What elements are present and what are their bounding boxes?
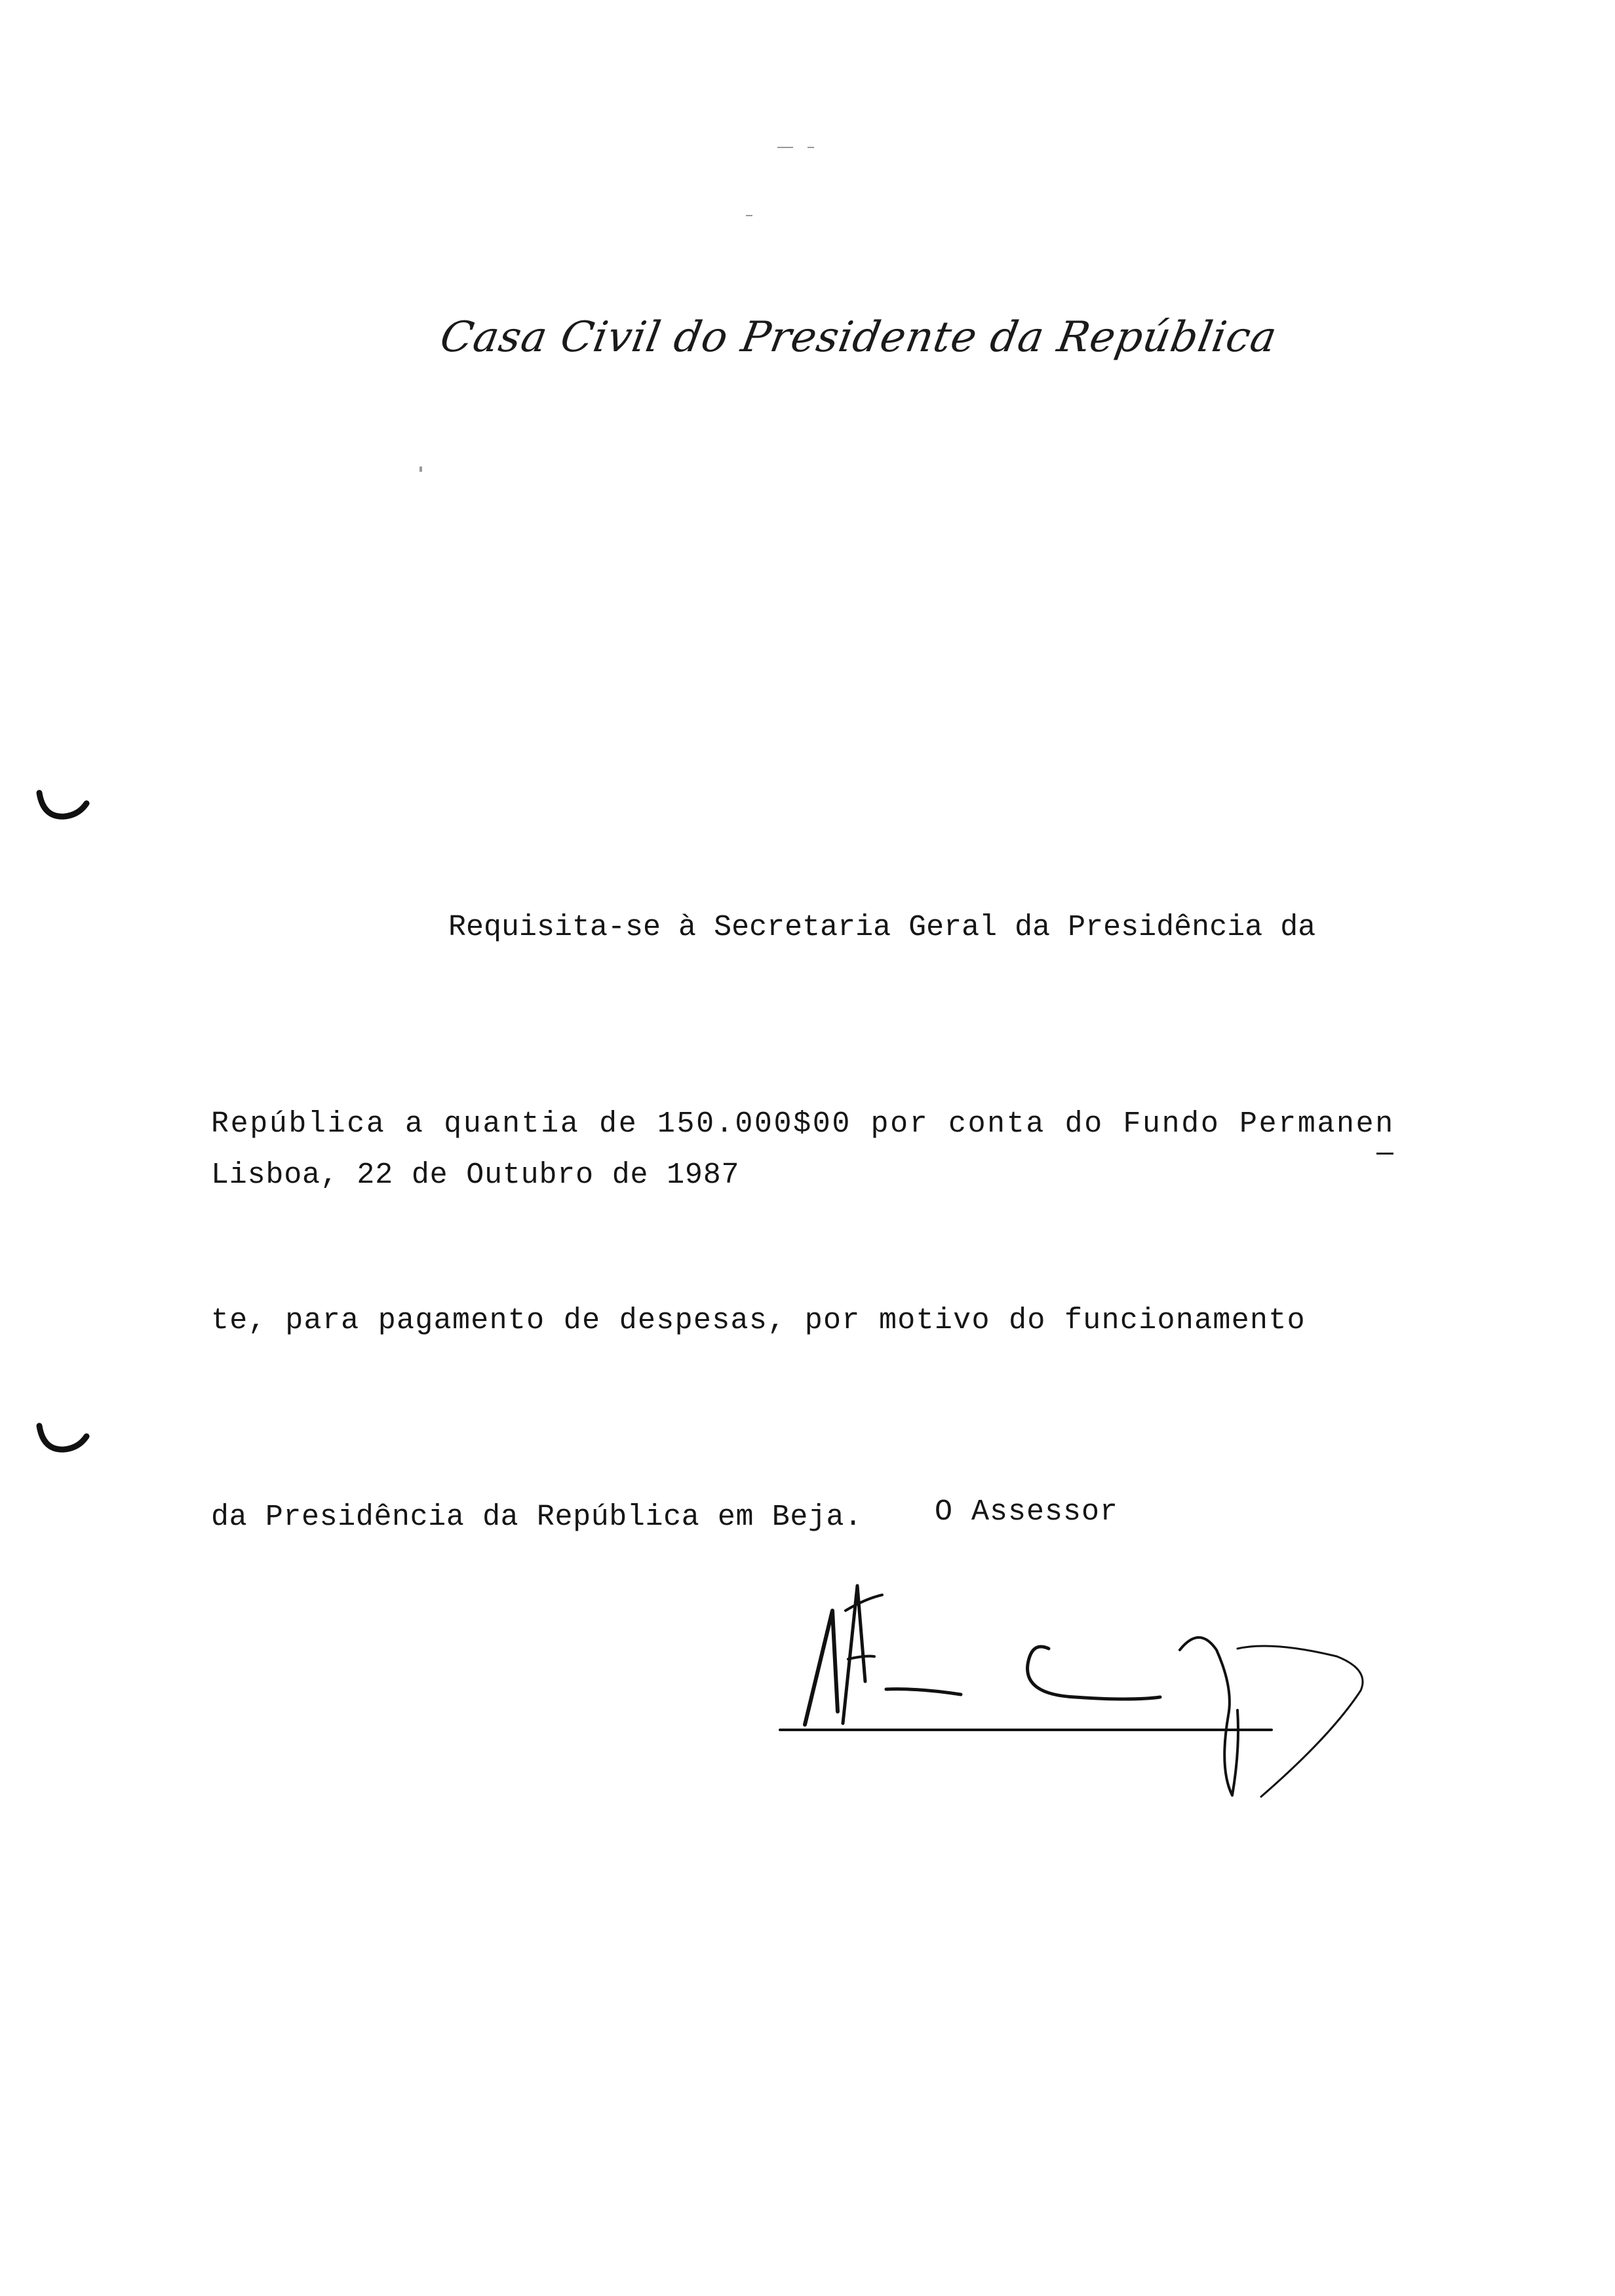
- requisition-body: [211, 764, 1417, 1681]
- paper-speck: [808, 147, 814, 148]
- place-and-date: Lisboa, 22 de Outubro de 1987: [211, 1158, 740, 1192]
- punch-hole-mark: [34, 1419, 93, 1459]
- body-line-4: da Presidência da República em Beja.: [211, 1501, 863, 1534]
- signatory-title: O Assessor: [935, 1495, 1119, 1529]
- body-line-2-text: República a quantia de 150.000$00 por conta do Fundo Permane: [211, 1107, 1376, 1141]
- body-line-1: Requisita-se à Secretaria Geral da Presidência da: [448, 911, 1316, 944]
- handwritten-signature: [767, 1573, 1396, 1822]
- letterhead: Casa Civil do Presidente da República: [437, 313, 1281, 362]
- body-line-2: [211, 1092, 1417, 1157]
- paper-speck: [777, 147, 793, 148]
- underlined-letter: n: [1375, 1092, 1395, 1157]
- paper-speck: [419, 467, 422, 472]
- paper-speck: [746, 215, 752, 216]
- body-line-3: te, para pagamento de despesas, por motivo do funcionamento: [211, 1304, 1306, 1337]
- punch-hole-mark: [34, 786, 93, 826]
